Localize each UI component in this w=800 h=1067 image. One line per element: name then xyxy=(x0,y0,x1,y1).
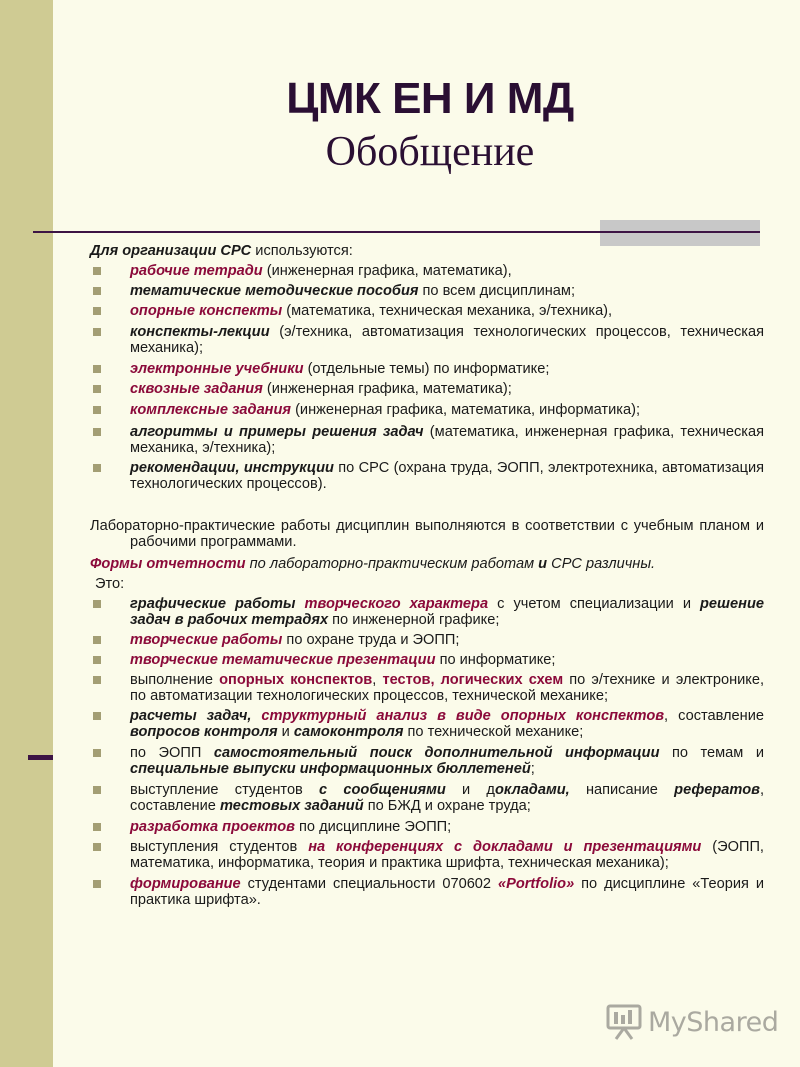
item-part: окладами, xyxy=(494,782,570,798)
item-part: разработка проектов xyxy=(130,819,295,835)
item-part: творческие работы xyxy=(130,632,283,648)
list-item xyxy=(90,672,764,704)
item-part: ; xyxy=(530,761,535,777)
item-part: опорных конспектов xyxy=(219,672,373,688)
list-item xyxy=(90,652,764,668)
item-part: вопросов контроля xyxy=(130,724,278,740)
item-part: написание xyxy=(569,782,675,798)
item-text: (отдельные темы) по информатике; xyxy=(303,361,550,377)
list-item xyxy=(90,303,764,319)
item-part: по охране труда и ЭОПП; xyxy=(282,632,460,648)
item-highlight: конспекты-лекции xyxy=(130,324,270,340)
watermark-text: MyShared xyxy=(648,1006,779,1038)
list-item xyxy=(90,424,764,456)
item-part: по темам и xyxy=(659,745,764,761)
item-part: , составление xyxy=(130,782,764,814)
presentation-board-icon xyxy=(606,1003,642,1041)
item-part: графические работы xyxy=(130,596,296,612)
item-highlight: опорные конспекты xyxy=(130,303,283,319)
list-item xyxy=(90,263,764,279)
list-item xyxy=(90,283,764,299)
item-highlight: комплексные задания xyxy=(130,402,292,418)
list-item xyxy=(90,460,764,492)
item-part: (ЭОПП, математика, информатика, теория и практика шрифта, техническая механика); xyxy=(130,839,764,871)
item-highlight: рекомендации, инструкции xyxy=(130,460,334,476)
forms-mid: по лабораторно-практическим работам xyxy=(245,556,539,572)
list-item xyxy=(90,381,764,397)
list-item xyxy=(90,819,764,835)
item-part: специальные выпуски информационных бюллетеней xyxy=(130,761,531,777)
lab-paragraph: Лабораторно-практические работы дисциплин выполняются в соответствии с учебным планом и рабочими программами. xyxy=(90,518,764,550)
item-part: , xyxy=(372,672,383,688)
item-part: по ЭОПП xyxy=(130,745,214,761)
forms-lead: Формы отчетности xyxy=(90,556,246,572)
page-subtitle: Обобщение xyxy=(325,129,535,175)
item-text: (математика, техническая механика, э/техника), xyxy=(282,303,613,319)
item-part: самоконтроля xyxy=(293,724,404,740)
list-item xyxy=(90,876,764,908)
item-part: расчеты задач, xyxy=(130,708,252,724)
list-item xyxy=(90,596,764,628)
item-highlight: рабочие тетради xyxy=(130,263,263,279)
item-part: выступление студентов xyxy=(130,782,320,798)
item-part: творческого характера xyxy=(304,596,489,612)
list-item xyxy=(90,324,764,356)
list-item xyxy=(90,708,764,740)
item-highlight: алгоритмы и примеры решения задач xyxy=(130,424,424,440)
list-item xyxy=(90,361,764,377)
item-part: структурный анализ в виде опорных конспектов xyxy=(251,708,665,724)
item-part: на конференциях с докладами и презентациями xyxy=(308,839,702,855)
item-part: самостоятельный поиск дополнительной информации xyxy=(213,745,660,761)
item-text: (инженерная графика, математика, информатика); xyxy=(291,402,641,418)
item-part: тестов, логических схем xyxy=(382,672,564,688)
intro-lead: Для организации СРС xyxy=(90,243,252,259)
item-part: по дисциплине ЭОПП; xyxy=(294,819,452,835)
item-part: по э/технике и электронике, по автоматизации технологических процессов, технической механике; xyxy=(130,672,765,704)
list-item xyxy=(90,782,764,814)
left-decorative-band xyxy=(0,0,53,1067)
item-part: по инженерной графике; xyxy=(328,612,500,628)
item-part: с сообщениями xyxy=(319,782,446,798)
item-part: , составление xyxy=(664,708,765,724)
watermark xyxy=(606,1002,778,1042)
list-item xyxy=(90,402,764,418)
intro-rest: используются: xyxy=(251,243,353,259)
item-part: формирование xyxy=(130,876,241,892)
left-accent-bar xyxy=(28,755,53,760)
slide-body xyxy=(90,243,764,908)
list-item xyxy=(90,632,764,648)
item-part: решение задач в рабочих тетрадях xyxy=(130,596,764,628)
item-text: по всем дисциплинам; xyxy=(418,283,575,299)
list-item xyxy=(90,839,764,871)
item-part: по дисциплине «Теория и практика шрифта». xyxy=(130,876,764,908)
item-highlight: тематические методические пособия xyxy=(130,283,419,299)
forms-and: и xyxy=(538,556,548,572)
forms-paragraph xyxy=(90,556,764,572)
item-part: по технической механике; xyxy=(403,724,584,740)
item-part: по информатике; xyxy=(435,652,556,668)
eto-label: Это: xyxy=(95,576,125,592)
item-text: по СРС (охрана труда, ЭОПП, электротехника, автоматизация технологических процессов). xyxy=(130,460,765,492)
item-part: тестовых заданий xyxy=(219,798,364,814)
item-text: (э/техника, автоматизация технологических процессов, техническая механика); xyxy=(130,324,764,356)
item-part: выполнение xyxy=(130,672,220,688)
item-part: по БЖД и охране труда; xyxy=(363,798,531,814)
forms-end: СРС различны. xyxy=(547,556,656,572)
item-part: и д xyxy=(445,782,495,798)
item-part: студентами специальности 070602 xyxy=(240,876,498,892)
item-highlight: сквозные задания xyxy=(130,381,263,397)
item-text: (инженерная графика, математика); xyxy=(262,381,512,397)
item-part: «Portfolio» xyxy=(497,876,575,892)
page-title: ЦМК ЕН И МД xyxy=(286,74,574,123)
item-highlight: электронные учебники xyxy=(130,361,304,377)
item-part: выступления студентов xyxy=(130,839,309,855)
item-part: с учетом специализации и xyxy=(488,596,701,612)
item-part: и xyxy=(277,724,294,740)
intro-line xyxy=(90,243,764,259)
item-part: рефератов xyxy=(674,782,760,798)
item-text: (инженерная графика, математика), xyxy=(262,263,512,279)
item-text: (математика, инженерная графика, техническая механика, э/техника); xyxy=(130,424,764,456)
list-item xyxy=(90,745,764,777)
title-divider-overlay xyxy=(600,231,760,233)
item-part: творческие тематические презентации xyxy=(130,652,436,668)
